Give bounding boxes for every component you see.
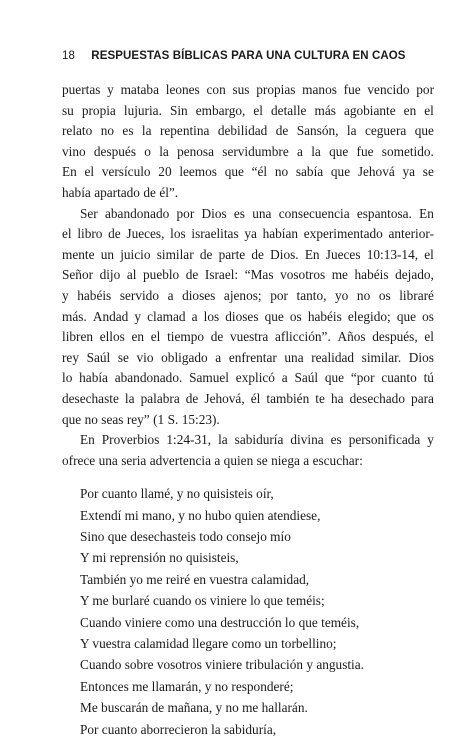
- quotation-line: Entonces me llamarán, y no responderé;: [80, 678, 294, 694]
- text-line: mente un juicio similar de parte de Dios. En Jueces 10:13-14, el: [62, 246, 434, 262]
- text-line: Señor dijo al pueblo de Israel: “Mas vosotros me habéis dejado,: [62, 267, 434, 283]
- text-line: desechaste la palabra de Jehová, él también te ha desechado para: [62, 390, 434, 406]
- block-quotation: [62, 484, 434, 741]
- text-line: vino después o la penosa servidumbre a la que fue sometido.: [62, 143, 434, 159]
- page-number: 18: [62, 50, 75, 62]
- quotation-line: Por cuanto aborrecieron la sabiduría,: [80, 721, 277, 737]
- quotation-line: Cuando sobre vosotros viniere tribulación y angustia.: [80, 657, 364, 673]
- text-line: En Proverbios 1:24-31, la sabiduría divina es personificada y: [80, 432, 434, 448]
- book-title: RESPUESTAS BÍBLICAS PARA UNA CULTURA EN CAOS: [91, 50, 406, 62]
- text-line: y habéis servido a dioses ajenos; por tanto, yo no os libraré: [62, 287, 434, 303]
- quotation-line: Y vuestra calamidad llegare como un torbellino;: [80, 636, 337, 652]
- quotation-line: También yo me reiré en vuestra calamidad,: [80, 571, 310, 587]
- paragraph: [62, 80, 434, 204]
- quotation-line: Cuando viniere como una destrucción lo que teméis,: [80, 614, 360, 630]
- text-line: Ser abandonado por Dios es una consecuencia espantosa. En: [80, 205, 434, 221]
- quotation-line: Extendí mi mano, y no hubo quien atendiese,: [80, 507, 321, 523]
- text-line: libren ellos en el tiempo de vuestra aflicción”. Años después, el: [62, 329, 434, 345]
- quotation-line: Y me burlaré cuando os viniere lo que teméis;: [80, 593, 325, 609]
- running-header: [62, 50, 442, 62]
- body-text: [62, 80, 434, 741]
- quotation-line: Sino que desechasteis todo consejo mío: [80, 529, 291, 545]
- text-line: había apartado de él”.: [62, 184, 179, 200]
- text-line: En el versículo 20 leemos que “él no sabía que Jehová ya se: [62, 164, 434, 180]
- text-line: ofrece una seria advertencia a quien se niega a escuchar:: [62, 452, 363, 468]
- text-line: que no seas rey” (1 S. 15:23).: [62, 411, 220, 427]
- text-line: rey Saúl se vio obligado a enfrentar una realidad similar. Dios: [62, 349, 434, 365]
- text-line: puertas y mataba leones con sus propias manos fue vencido por: [62, 82, 434, 97]
- text-line: relato no es la repentina debilidad de Sansón, la ceguera que: [62, 123, 434, 139]
- paragraphs: [62, 80, 434, 471]
- text-line: más. Andad y clamad a los dioses que os habéis elegido; que os: [62, 308, 434, 324]
- paragraph: [62, 204, 434, 431]
- block-quote-spacer: [62, 471, 434, 484]
- quotation-line: Y mi reprensión no quisisteis,: [80, 550, 239, 566]
- quotation-line: Por cuanto llamé, y no quisisteis oír,: [80, 486, 274, 502]
- text-line: su propia lujuria. Sin embargo, el detalle más agobiante en el: [62, 102, 434, 118]
- paragraph: [62, 430, 434, 471]
- text-line: el libro de Jueces, los israelitas ya habían experimentado anterior-: [62, 226, 434, 242]
- quotation-line: Me buscarán de mañana, y no me hallarán.: [80, 700, 308, 716]
- text-line: lo había abandonado. Samuel explicó a Saúl que “por cuanto tú: [62, 370, 434, 386]
